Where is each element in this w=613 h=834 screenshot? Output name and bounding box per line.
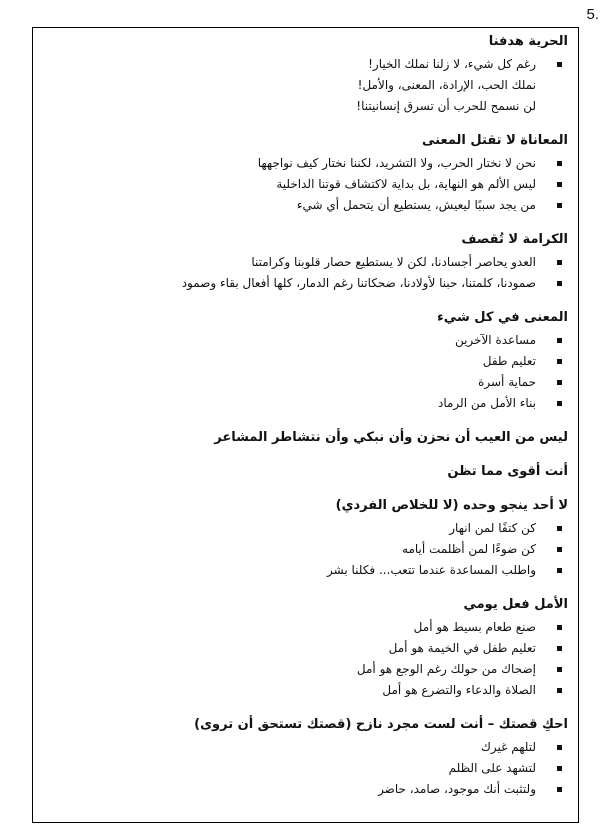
page-number: 5.	[586, 6, 599, 23]
content-frame	[32, 27, 579, 823]
section	[45, 595, 568, 701]
list-item: تعليم طفل في الخيمة هو أمل	[45, 638, 568, 659]
bullet-list	[45, 252, 568, 294]
section	[45, 496, 568, 581]
section-heading: لا أحد ينجو وحده (لا للخلاص الفردي)	[335, 498, 568, 513]
list-item: رغم كل شيء، لا زلنا نملك الخيار!	[45, 54, 568, 75]
section-heading: الحرية هدفنا	[488, 34, 568, 49]
list-item: واطلب المساعدة عندما تتعب... فكلنا بشر	[45, 560, 568, 581]
document-body	[33, 28, 578, 800]
bullet-list	[45, 617, 568, 701]
bullet-list	[45, 518, 568, 581]
section-heading: الكرامة لا تُقصف	[461, 232, 568, 247]
list-item: الصلاة والدعاء والتضرع هو أمل	[45, 680, 568, 701]
list-item: كن ضوءًا لمن أظلمت أيامه	[45, 539, 568, 560]
section	[45, 230, 568, 294]
section	[45, 715, 568, 800]
section-heading: المعنى في كل شيء	[437, 310, 568, 325]
list-item: تعليم طفل	[45, 351, 568, 372]
bullet-list	[45, 153, 568, 216]
section-heading: المعاناة لا تقتل المعنى	[422, 133, 568, 148]
list-continuation-line: لن نسمح للحرب أن تسرق إنسانيتنا!	[356, 99, 536, 113]
section-heading: أنت أقوى مما تظن	[447, 464, 568, 479]
bullet-list	[45, 737, 568, 800]
list-item: صنع طعام بسيط هو أمل	[45, 617, 568, 638]
list-item: بناء الأمل من الرماد	[45, 393, 568, 414]
list-item: ولتثبت أنك موجود، صامد، حاضر	[45, 779, 568, 800]
list-item: لتشهد على الظلم	[45, 758, 568, 779]
section-heading: ليس من العيب أن نحزن وأن نبكي وأن نتشاطر المشاعر	[214, 430, 568, 445]
list-item: نحن لا نختار الحرب، ولا التشريد، لكننا نختار كيف نواجهها	[45, 153, 568, 174]
bullet-list	[45, 330, 568, 414]
list-item: ليس الألم هو النهاية، بل بداية لاكتشاف قوتنا الداخلية	[45, 174, 568, 195]
list-item: من يجد سببًا ليعيش، يستطيع أن يتحمل أي شيء	[45, 195, 568, 216]
section	[45, 462, 568, 482]
section-heading: احكِ قصتك – أنت لست مجرد نازح (قصتك تستحق أن تروى)	[194, 717, 568, 732]
section	[45, 32, 568, 117]
list-continuation-line: نملك الحب، الإرادة، المعنى، والأمل!	[357, 78, 536, 92]
section	[45, 308, 568, 414]
list-item: العدو يحاصر أجسادنا، لكن لا يستطيع حصار قلوبنا وكرامتنا	[45, 252, 568, 273]
list-item: كن كتفًا لمن انهار	[45, 518, 568, 539]
section	[45, 428, 568, 448]
bullet-list	[45, 54, 568, 117]
section-heading: الأمل فعل يومي	[463, 597, 568, 612]
list-item: إضحاك من حولك رغم الوجع هو أمل	[45, 659, 568, 680]
list-item: صمودنا، كلمتنا، حبنا لأولادنا، ضحكاتنا رغم الدمار، كلها أفعال بقاء وصمود	[45, 273, 568, 294]
list-item: حماية أسرة	[45, 372, 568, 393]
section	[45, 131, 568, 216]
list-item: لتلهم غيرك	[45, 737, 568, 758]
list-item: مساعدة الآخرين	[45, 330, 568, 351]
